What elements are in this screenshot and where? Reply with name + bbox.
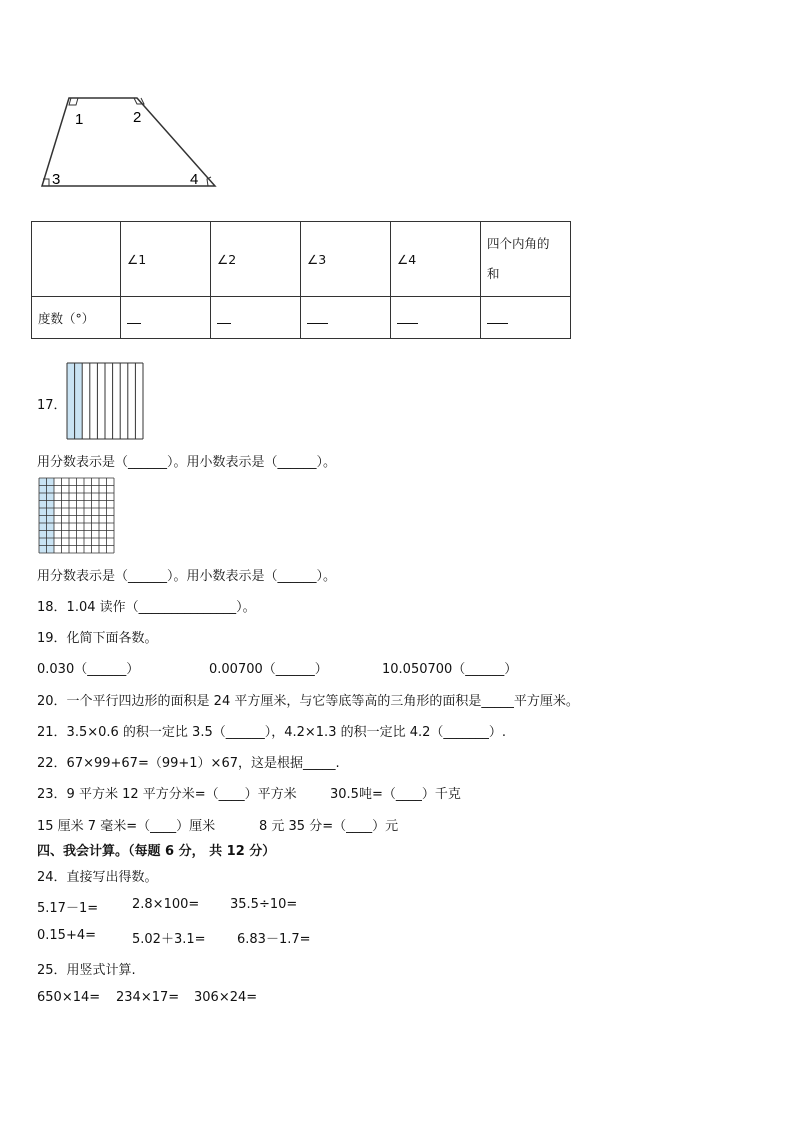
table-header-sum-line2: 和 bbox=[487, 266, 500, 281]
strip-grid bbox=[66, 362, 144, 440]
section4-heading: 四、我会计算。（每题 6 分， 共 12 分） bbox=[37, 844, 276, 859]
q19-c: 10.050700（______） bbox=[382, 662, 518, 677]
angle-table bbox=[31, 221, 571, 339]
q17-line2: 用分数表示是（______）。用小数表示是（______）。 bbox=[37, 569, 337, 584]
q18: 18．1.04 读作（_______________）。 bbox=[37, 600, 256, 615]
table-header-sum bbox=[481, 222, 571, 297]
q25-b: 234×17= bbox=[116, 990, 180, 1005]
angle-mark-1 bbox=[69, 98, 78, 105]
q24-e: 5.02＋3.1= bbox=[132, 932, 206, 947]
angle-label-4: 4 bbox=[190, 171, 199, 188]
table-cell-angle1[interactable] bbox=[121, 297, 211, 339]
q23-c: 15 厘米 7 毫米=（____）厘米 bbox=[37, 819, 216, 834]
table-cell-angle2[interactable] bbox=[211, 297, 301, 339]
angle-label-2: 2 bbox=[133, 109, 142, 126]
q25-a: 650×14= bbox=[37, 990, 101, 1005]
table-header-blank bbox=[32, 222, 121, 297]
q19: 19．化简下面各数。 bbox=[37, 631, 158, 646]
q23-b: 30.5吨=（____）千克 bbox=[330, 787, 461, 802]
trapezoid-figure bbox=[30, 90, 230, 195]
table-header-angle1: ∠1 bbox=[121, 222, 211, 297]
q17-number: 17． bbox=[37, 398, 67, 413]
table-cell-angle4[interactable] bbox=[391, 297, 481, 339]
q22: 22．67×99+67=（99+1）×67，这是根据_____. bbox=[37, 756, 340, 771]
table-header-row bbox=[32, 222, 571, 297]
table-cell-sum[interactable] bbox=[481, 297, 571, 339]
q24-f: 6.83－1.7= bbox=[237, 932, 311, 947]
table-header-sum-line1: 四个内角的 bbox=[487, 236, 550, 251]
q17-line1: 用分数表示是（______）。用小数表示是（______）。 bbox=[37, 455, 337, 470]
q23-d: 8 元 35 分=（____）元 bbox=[259, 819, 399, 834]
q24-b: 2.8×100= bbox=[132, 897, 200, 912]
table-value-row bbox=[32, 297, 571, 339]
table-row-label: 度数（°） bbox=[32, 297, 121, 339]
q20: 20．一个平行四边形的面积是 24 平方厘米，与它等底等高的三角形的面积是_____平方厘米。 bbox=[37, 694, 579, 709]
table-header-angle3: ∠3 bbox=[301, 222, 391, 297]
q21: 21．3.5×0.6 的积一定比 3.5（______），4.2×1.3 的积一定比 4.2（_______）. bbox=[37, 725, 507, 740]
square-grid bbox=[38, 477, 116, 555]
table-header-angle4: ∠4 bbox=[391, 222, 481, 297]
q24: 24．直接写出得数。 bbox=[37, 870, 158, 885]
q24-d: 0.15+4= bbox=[37, 928, 97, 943]
angle-label-1: 1 bbox=[75, 111, 84, 128]
angle-label-3: 3 bbox=[52, 171, 61, 188]
q24-a: 5.17－1= bbox=[37, 901, 99, 916]
q19-a: 0.030（______） bbox=[37, 662, 140, 677]
table-cell-angle3[interactable] bbox=[301, 297, 391, 339]
table-header-angle2: ∠2 bbox=[211, 222, 301, 297]
q23-a: 23．9 平方米 12 平方分米=（____）平方米 bbox=[37, 787, 297, 802]
q25-c: 306×24= bbox=[194, 990, 258, 1005]
q24-c: 35.5÷10= bbox=[230, 897, 298, 912]
q25: 25．用竖式计算. bbox=[37, 963, 136, 978]
q19-b: 0.00700（______） bbox=[209, 662, 328, 677]
